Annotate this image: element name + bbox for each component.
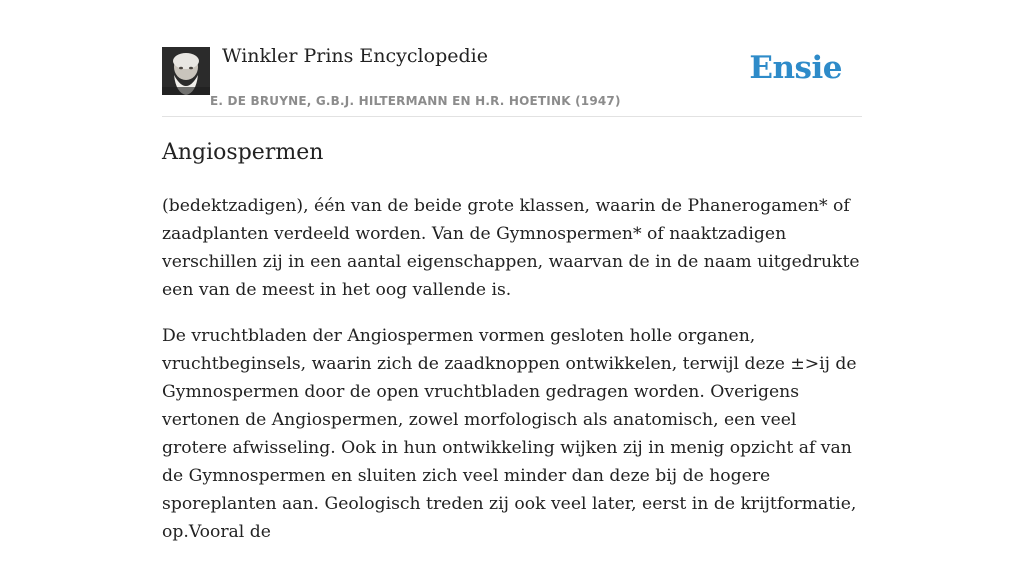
source-title[interactable]: Winkler Prins Encyclopedie [222, 45, 488, 67]
article-paragraph: De vruchtbladen der Angiospermen vormen gesloten holle organen, vruchtbeginsels, waarin zich de zaadknoppen ontwikkelen, terwijl deze ±>ij de Gymnospermen door de open vruchtbladen gedragen worden. Overigens vertonen de Angiospermen, zowel morfologisch als anatomisch, een veel grotere afwisseling. Ook in hun ontwikkeling wijken zij in menig opzicht af van de Gymnospermen en sluiten zich veel minder dan deze bij de hogere sporeplanten aan. Geologisch treden zij ook veel later, eerst in de krijtformatie, op.Vooral de [162, 326, 857, 542]
source-header [162, 0, 862, 117]
article-paragraph: (bedektzadigen), één van de beide grote klassen, waarin de Phanerogamen* of zaadplanten verdeeld worden. Van de Gymnospermen* of naaktzadigen verschillen zij in een aantal eigenschappen, waarvan de in de naam uitgedrukte een van de meest in het oog vallende is. [162, 196, 860, 300]
article-body [162, 192, 862, 564]
source-authors: E. DE BRUYNE, G.B.J. HILTERMANN EN H.R. HOETINK (1947) [210, 94, 621, 108]
ensie-logo-link[interactable]: Ensie [749, 50, 842, 86]
author-portrait-icon [162, 47, 210, 95]
author-avatar[interactable] [162, 47, 210, 95]
article-title: Angiospermen [162, 140, 324, 165]
